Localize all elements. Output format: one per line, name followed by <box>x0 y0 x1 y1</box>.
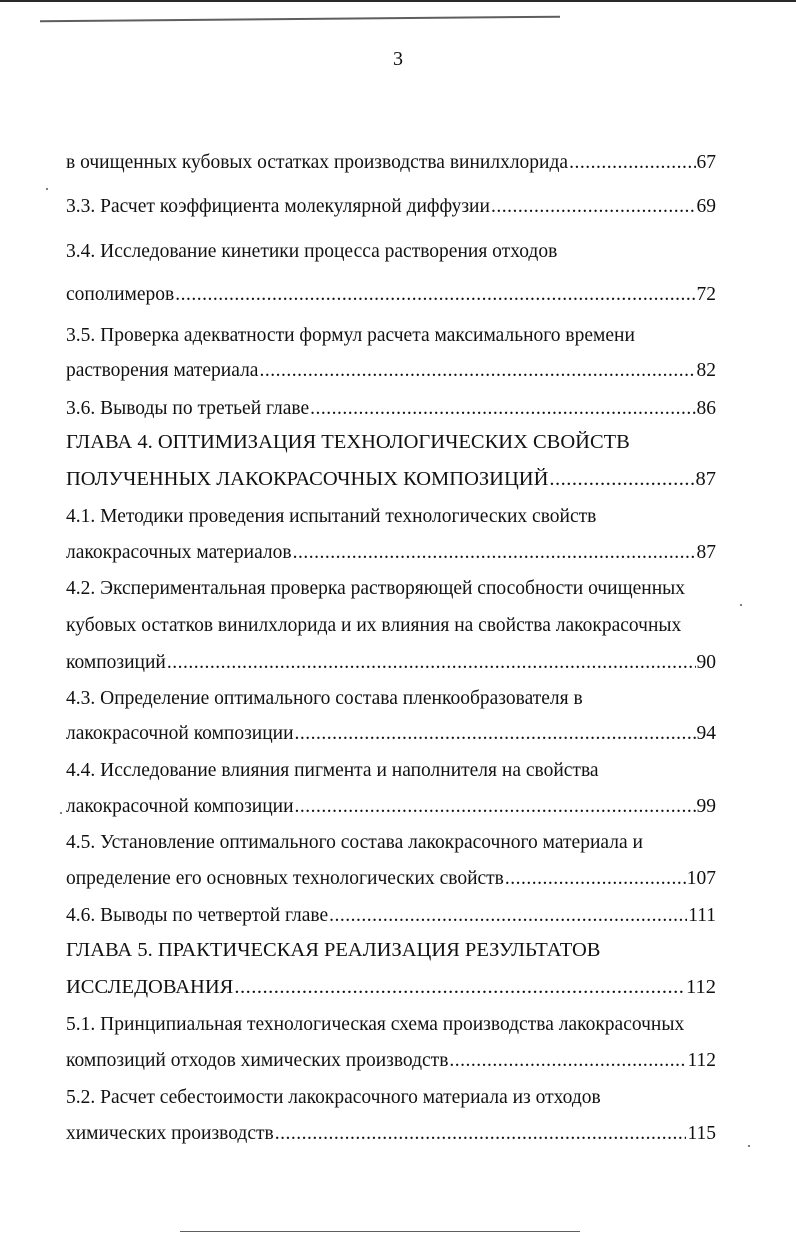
toc-line <box>66 794 716 820</box>
toc-page-number: 87 <box>695 468 716 490</box>
dot-leader <box>275 1121 687 1147</box>
toc-line <box>66 830 716 856</box>
toc-page-number: 82 <box>696 360 716 381</box>
toc-line <box>66 686 716 712</box>
toc-line <box>66 758 716 784</box>
toc-line-text: 4.2. Экспериментальная проверка растворяющей способности очищенных <box>66 578 686 599</box>
toc-line <box>66 1012 716 1038</box>
toc-line-text: 5.1. Принципиальная технологическая схема производства лакокрасочных <box>66 1014 685 1035</box>
toc-line <box>66 974 716 1000</box>
toc-line-text: 3.3. Расчет коэффициента молекулярной диффузии <box>66 196 490 217</box>
dot-leader <box>569 150 695 176</box>
toc-line <box>66 323 716 349</box>
toc-line <box>66 576 716 602</box>
toc-line-text: 3.4. Исследование кинетики процесса растворения отходов <box>66 241 558 262</box>
dot-leader <box>310 396 695 422</box>
toc-line-text: лакокрасочной композиции <box>66 723 294 744</box>
toc-line-text: ПОЛУЧЕННЫХ ЛАКОКРАСОЧНЫХ КОМПОЗИЦИЙ <box>66 468 549 490</box>
toc-line-text: 4.6. Выводы по четвертой главе <box>66 905 329 926</box>
scan-speck <box>748 1145 750 1147</box>
dot-leader <box>549 466 694 492</box>
toc-line-text: ГЛАВА 4. ОПТИМИЗАЦИЯ ТЕХНОЛОГИЧЕСКИХ СВОЙСТВ <box>66 431 630 453</box>
toc-line <box>66 194 716 220</box>
toc-page-number: 69 <box>696 196 716 217</box>
toc-page-number: 90 <box>696 652 716 673</box>
dot-leader <box>293 540 696 566</box>
toc-line-text: композиций отходов химических производств <box>66 1050 449 1071</box>
dot-leader <box>295 794 696 820</box>
toc-page-number: 86 <box>696 398 716 419</box>
toc-line <box>66 903 716 929</box>
toc-page-number: 107 <box>686 868 716 889</box>
toc-line <box>66 613 716 639</box>
toc-line-text: ИССЛЕДОВАНИЯ <box>66 976 234 998</box>
toc-line <box>66 937 716 963</box>
toc-page-number: 111 <box>688 905 716 926</box>
toc-line-text: 3.5. Проверка адекватности формул расчета максимального времени <box>66 325 635 346</box>
toc-page-number: 72 <box>696 284 716 305</box>
toc-line <box>66 504 716 530</box>
toc-line-text: 3.6. Выводы по третьей главе <box>66 398 310 419</box>
dot-leader <box>175 282 695 308</box>
dot-leader <box>167 650 696 676</box>
scan-bottom-stroke <box>180 1231 580 1232</box>
toc-line-text: 4.4. Исследование влияния пигмента и наполнителя на свойства <box>66 760 599 781</box>
scan-speck <box>46 188 48 190</box>
toc-line-text: кубовых остатков винилхлорида и их влияния на свойства лакокрасочных <box>66 615 682 636</box>
toc-line-text: композиций <box>66 652 166 673</box>
toc-line-text: 4.5. Установление оптимального состава лакокрасочного материала и <box>66 832 643 853</box>
scan-top-edge <box>0 0 796 2</box>
toc-line <box>66 1085 716 1111</box>
toc-line-text: лакокрасочной композиции <box>66 796 294 817</box>
toc-line <box>66 429 716 455</box>
scan-speck <box>60 812 62 814</box>
toc-line-text: 4.1. Методики проведения испытаний технологических свойств <box>66 506 597 527</box>
scan-top-stroke <box>40 16 560 23</box>
toc-line-text: растворения материала <box>66 360 259 381</box>
toc-line <box>66 150 716 176</box>
toc-page-number: 99 <box>696 796 716 817</box>
toc-page-number: 87 <box>696 542 716 563</box>
dot-leader <box>505 866 686 892</box>
toc-line-text: определение его основных технологических свойств <box>66 868 504 889</box>
toc-line-text: 5.2. Расчет себестоимости лакокрасочного материала из отходов <box>66 1087 601 1108</box>
toc-line <box>66 1121 716 1147</box>
toc-line-text: 4.3. Определение оптимального состава пленкообразователя в <box>66 688 583 709</box>
dot-leader <box>329 903 687 929</box>
toc-page-number: 67 <box>696 152 716 173</box>
toc-line-text: ГЛАВА 5. ПРАКТИЧЕСКАЯ РЕАЛИЗАЦИЯ РЕЗУЛЬТАТОВ <box>66 939 601 961</box>
toc-line <box>66 540 716 566</box>
toc-line-text: в очищенных кубовых остатках производства винилхлорида <box>66 152 569 173</box>
dot-leader <box>234 974 685 1000</box>
toc-page-number: 94 <box>696 723 716 744</box>
toc-line <box>66 650 716 676</box>
toc-page-number: 115 <box>687 1123 716 1144</box>
toc-line <box>66 239 716 265</box>
toc-line <box>66 721 716 747</box>
dot-leader <box>295 721 696 747</box>
toc-line <box>66 466 716 492</box>
toc-line <box>66 866 716 892</box>
page-number: 3 <box>393 48 403 70</box>
toc-line <box>66 396 716 422</box>
toc-line <box>66 1048 716 1074</box>
dot-leader <box>491 194 696 220</box>
toc-page-number: 112 <box>687 1050 716 1071</box>
toc-line <box>66 282 716 308</box>
toc-line <box>66 358 716 384</box>
dot-leader <box>259 358 695 384</box>
toc-line-text: сополимеров <box>66 284 175 305</box>
scan-speck <box>740 604 742 606</box>
toc-line-text: лакокрасочных материалов <box>66 542 292 563</box>
toc-line-text: химических производств <box>66 1123 274 1144</box>
dot-leader <box>449 1048 686 1074</box>
toc-page-number: 112 <box>686 976 716 998</box>
